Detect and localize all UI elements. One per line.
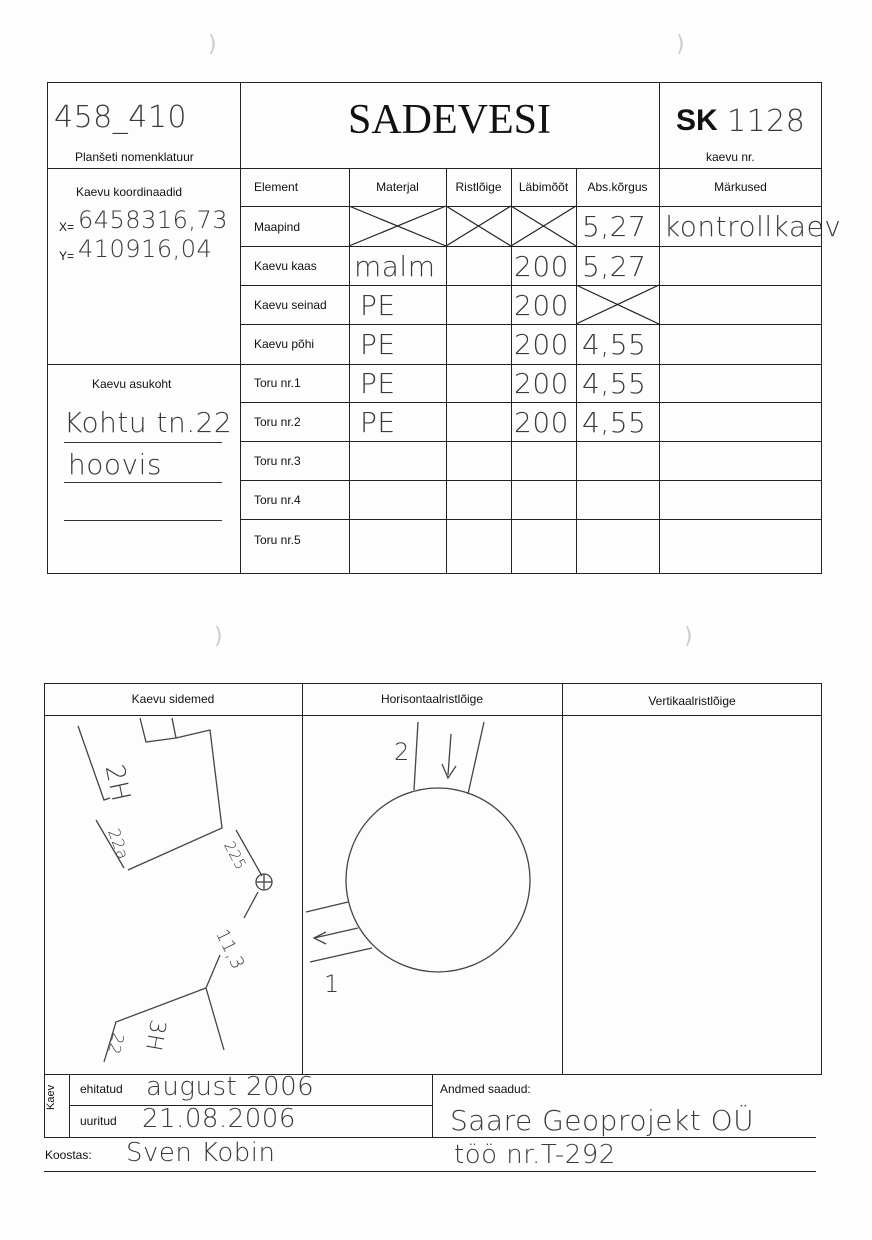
col-header-height: Abs.kõrgus	[587, 180, 648, 194]
table-row-element: Kaevu kaas	[254, 259, 317, 273]
punch-hole-mark: )	[684, 624, 693, 649]
col-header-material: Materjal	[376, 180, 419, 194]
table-row-material: PE	[360, 406, 396, 439]
table-row-element: Maapind	[254, 220, 301, 234]
surveyed-value: 21.08.2006	[142, 1104, 296, 1134]
source-label: Andmed saadud:	[440, 1082, 531, 1096]
table-row-element: Toru nr.3	[254, 454, 301, 468]
col-header-element: Element	[254, 180, 299, 194]
punch-hole-mark: )	[676, 32, 685, 57]
horizontal-section-label: Horisontaalristlõige	[380, 692, 484, 706]
location-line-1: Kohtu tn.22	[64, 406, 233, 439]
job-number: töö nr.T-292	[454, 1140, 616, 1170]
surveyed-label: uuritud	[80, 1114, 117, 1128]
table-row-height: 4,55	[582, 406, 647, 439]
coordinates-label: Kaevu koordinaadid	[76, 185, 183, 199]
table-row-diameter: 200	[514, 406, 569, 439]
table-row-material: malm	[354, 250, 436, 283]
distance-label: 11,3	[211, 926, 249, 974]
sketch-frame	[44, 683, 822, 1075]
table-row-element: Toru nr.5	[254, 533, 301, 547]
building-label-2h: 2H	[98, 762, 136, 805]
well-prefix: SK	[676, 104, 718, 137]
author-label: Koostas:	[45, 1148, 92, 1162]
table-row-note: kontrollkaev	[664, 210, 842, 243]
y-prefix: Y=	[59, 249, 75, 263]
well-side-label: Kaev	[45, 1084, 57, 1110]
built-label: ehitatud	[80, 1082, 123, 1096]
y-coordinate: 410916,04	[78, 235, 213, 263]
x-coordinate: 6458316,73	[78, 206, 229, 234]
table-row-height: 4,55	[582, 367, 647, 400]
table-row-height: 5,27	[582, 210, 647, 243]
x-prefix: X=	[59, 220, 75, 234]
sheet-number: 458_410	[54, 100, 188, 135]
location-label: Kaevu asukoht	[92, 377, 172, 391]
table-row-height: 5,27	[582, 250, 647, 283]
col-header-cross: Ristlõige	[455, 180, 502, 194]
table-row-diameter: 200	[514, 250, 569, 283]
table-row-material: PE	[360, 289, 396, 322]
location-line-2: hoovis	[68, 448, 162, 481]
well-number: 1128	[727, 104, 806, 139]
well-label: kaevu nr.	[706, 150, 755, 164]
punch-hole-mark: )	[214, 624, 223, 649]
distance-label: 22a	[104, 826, 133, 863]
col-header-diameter: Läbimõõt	[518, 180, 569, 194]
punch-hole-mark: )	[208, 32, 217, 57]
source-value: Saare Geoprojekt OÜ	[450, 1104, 755, 1137]
built-value: august 2006	[146, 1072, 315, 1102]
author-value: Sven Kobin	[126, 1138, 276, 1168]
pipe-label-2: 2	[394, 738, 410, 766]
table-row-diameter: 200	[514, 367, 569, 400]
vertical-section-label: Vertikaalristlõige	[648, 694, 736, 708]
col-header-notes: Märkused	[714, 180, 767, 194]
table-row-element: Kaevu põhi	[254, 337, 315, 351]
table-row-height: 4,55	[582, 328, 647, 361]
table-row-element: Toru nr.1	[254, 376, 301, 390]
page-title: SADEVESI	[347, 97, 551, 143]
pipe-label-1: 1	[324, 970, 340, 998]
distance-label: 225	[220, 838, 251, 874]
table-row-element: Toru nr.4	[254, 493, 301, 507]
distance-label: 22	[104, 1031, 128, 1057]
sheet-label: Planšeti nomenklatuur	[75, 150, 194, 164]
table-row-diameter: 200	[514, 289, 569, 322]
table-row-diameter: 200	[514, 328, 569, 361]
table-row-material: PE	[360, 367, 396, 400]
sidemed-label: Kaevu sidemed	[131, 692, 215, 706]
table-row-material: PE	[360, 328, 396, 361]
building-label-3h: 3H	[139, 1017, 170, 1054]
table-row-element: Kaevu seinad	[254, 298, 327, 312]
table-row-element: Toru nr.2	[254, 415, 301, 429]
